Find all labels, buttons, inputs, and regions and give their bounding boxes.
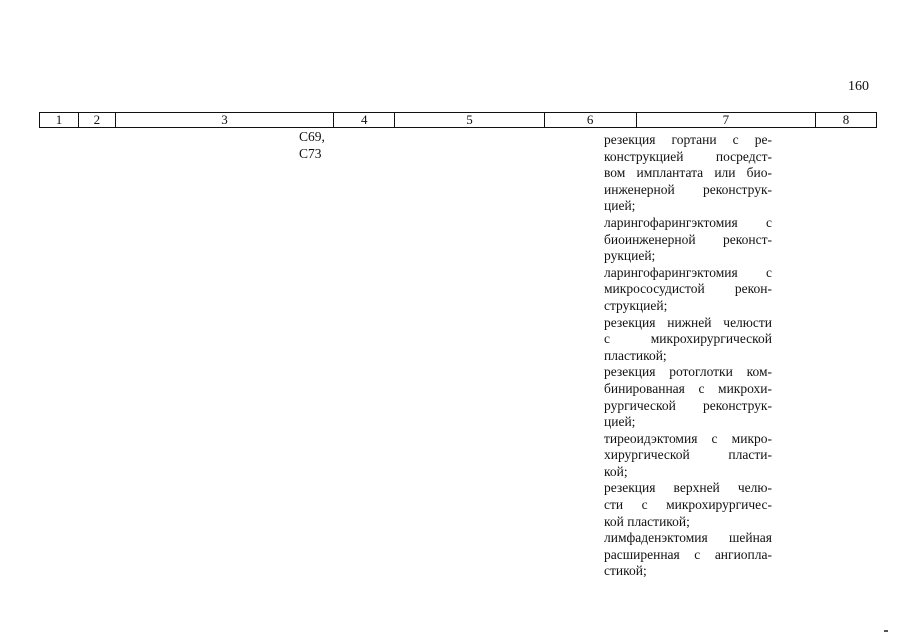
procedure-text-line: цией;: [604, 414, 636, 430]
icd-code-line: C69,: [299, 129, 325, 144]
procedure-text-line: резекция нижней челюсти: [604, 314, 772, 330]
column-7-procedures: [604, 132, 772, 580]
procedure-text-line: резекция ротоглотки ком-: [604, 364, 772, 380]
column-header-5: 5: [395, 113, 545, 127]
column-4-codes: [299, 129, 325, 162]
procedure-text-line: струкцией;: [604, 297, 668, 313]
procedure-text-line: ларингофарингэктомия с: [604, 264, 772, 280]
procedure-text-line: хирургической пласти-: [604, 447, 772, 463]
procedure-text-line: лимфаденэктомия шейная: [604, 530, 772, 546]
procedure-text-line: рукцией;: [604, 248, 656, 264]
column-header-3: 3: [116, 113, 334, 127]
column-header-2: 2: [79, 113, 116, 127]
icd-code-line: C73: [299, 145, 322, 161]
procedure-text-line: стикой;: [604, 563, 647, 579]
column-header-7: 7: [637, 113, 817, 127]
procedure-text-line: с микрохирургической: [604, 331, 772, 347]
procedure-text-line: ларингофарингэктомия с: [604, 214, 772, 230]
procedure-text-line: расширенная с ангиопла-: [604, 546, 772, 562]
procedure-text-line: биоинженерной реконст-: [604, 231, 772, 247]
procedure-text-line: кой пластикой;: [604, 513, 690, 529]
scan-mark: [884, 630, 888, 632]
procedure-text-line: кой;: [604, 463, 628, 479]
procedure-text-line: пластикой;: [604, 347, 667, 363]
procedure-text-line: сти с микрохирургичес-: [604, 497, 772, 513]
procedure-text-line: резекция верхней челю-: [604, 480, 772, 496]
page-number: 160: [848, 79, 869, 94]
procedure-text-line: микрососудистой рекон-: [604, 281, 772, 297]
column-header-8: 8: [842, 112, 850, 127]
procedure-text-line: инженерной реконструк-: [604, 181, 772, 197]
procedure-text-line: конструкцией посредст-: [604, 148, 772, 164]
column-header-6: 6: [545, 113, 637, 127]
procedure-text-line: вом имплантата или био-: [604, 165, 772, 181]
column-header-4: 4: [334, 113, 395, 127]
procedure-text-line: тиреоидэктомия с микро-: [604, 430, 772, 446]
table-header-row: [39, 112, 877, 128]
column-header-1: 1: [40, 113, 79, 127]
procedure-text-line: бинированная с микрохи-: [604, 380, 772, 396]
procedure-text-line: резекция гортани с ре-: [604, 132, 772, 147]
procedure-text-line: цией;: [604, 198, 636, 214]
procedure-text-line: рургической реконструк-: [604, 397, 772, 413]
